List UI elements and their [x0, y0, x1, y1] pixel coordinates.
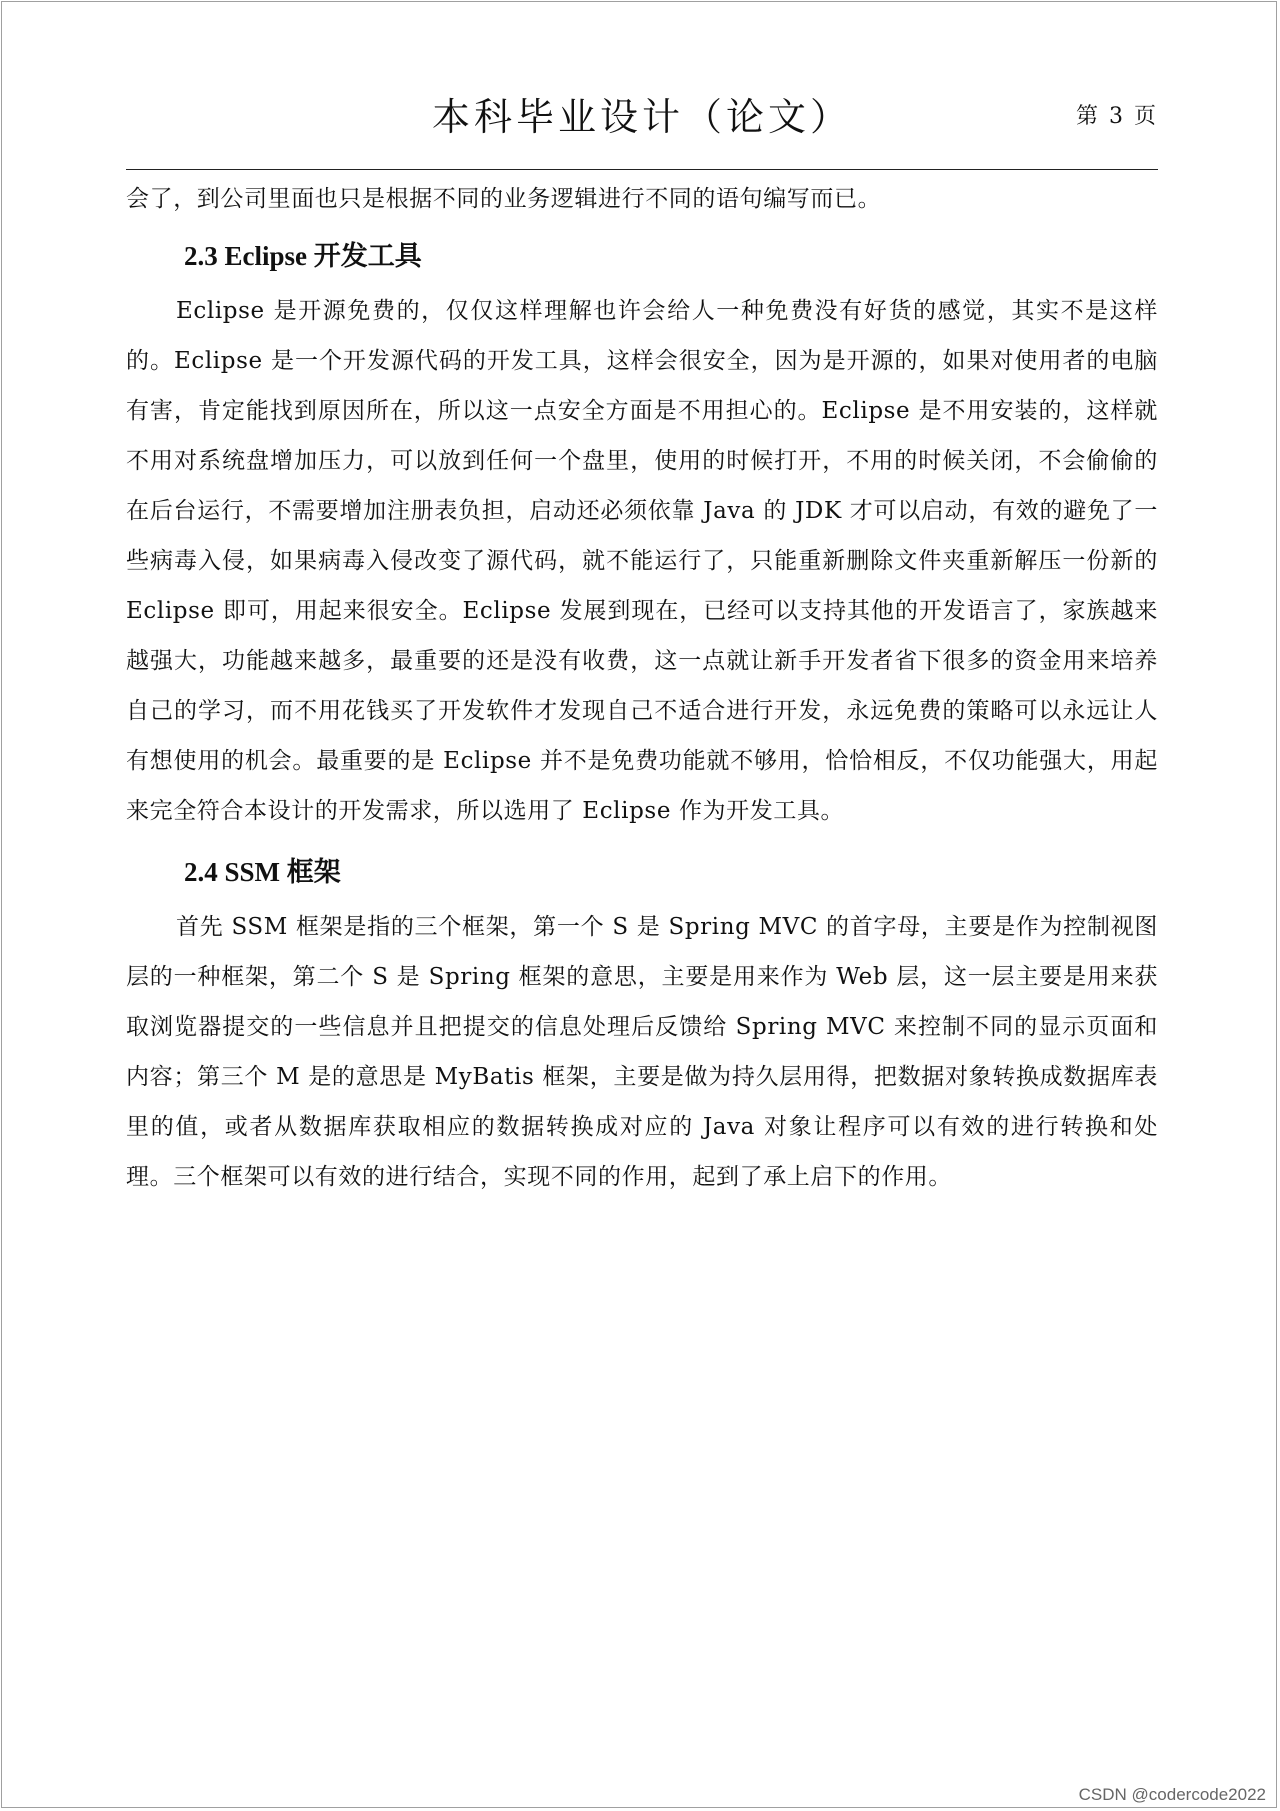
section-2-3-paragraph: Eclipse 是开源免费的，仅仅这样理解也许会给人一种免费没有好货的感觉，其实不是这样的。Eclipse 是一个开发源代码的开发工具，这样会很安全，因为是开源的，如果对使用者的电脑有害，肯定能找到原因所在，所以这一点安全方面是不用担心的。Eclipse 是不用安装的，这样就不用对系统盘增加压力，可以放到任何一个盘里，使用的时候打开，不用的时候关闭，不会偷偷的在后台运行，不需要增加注册表负担，启动还必须依靠 Java 的 JDK 才可以启动，有效的避免了一些病毒入侵，如果病毒入侵改变了源代码，就不能运行了，只能重新删除文件夹重新解压一份新的 Eclipse 即可，用起来很安全。Eclipse 发展到现在，已经可以支持其他的开发语言了，家族越来越强大，功能越来越多，最重要的还是没有收费，这一点就让新手开发者省下很多的资金用来培养自己的学习，而不用花钱买了开发软件才发现自己不适合进行开发，永远免费的策略可以永远让人有想使用的机会。最重要的是 Eclipse 并不是免费功能就不够用，恰恰相反，不仅功能强大，用起来完全符合本设计的开发需求，所以选用了 Eclipse 作为开发工具。 — [126, 298, 1158, 824]
page-number: 第 3 页 — [1076, 104, 1158, 129]
header-title: 本科毕业设计（论文） — [431, 95, 852, 139]
page-body — [126, 174, 1158, 1202]
watermark: CSDN @codercode2022 — [1078, 1785, 1266, 1804]
continuation-paragraph: 会了，到公司里面也只是根据不同的业务逻辑进行不同的语句编写而已。 — [126, 186, 882, 212]
document-page — [1, 1, 1277, 1808]
section-heading-2-4: 2.4 SSM 框架 — [184, 857, 341, 887]
page-header — [126, 90, 1158, 170]
section-2-4-paragraph: 首先 SSM 框架是指的三个框架，第一个 S 是 Spring MVC 的首字母，主要是作为控制视图层的一种框架，第二个 S 是 Spring 框架的意思，主要是用来作为 Web 层，这一层主要是用来获取浏览器提交的一些信息并且把提交的信息处理后反馈给 Spring MVC 来控制不同的显示页面和内容；第三个 M 是的意思是 MyBatis 框架，主要是做为持久层用得，把数据对象转换成数据库表里的值，或者从数据库获取相应的数据转换成对应的 Java 对象让程序可以有效的进行转换和处理。三个框架可以有效的进行结合，实现不同的作用，起到了承上启下的作用。 — [126, 914, 1158, 1190]
section-heading-2-3: 2.3 Eclipse 开发工具 — [184, 241, 422, 271]
header-divider — [126, 169, 1158, 170]
